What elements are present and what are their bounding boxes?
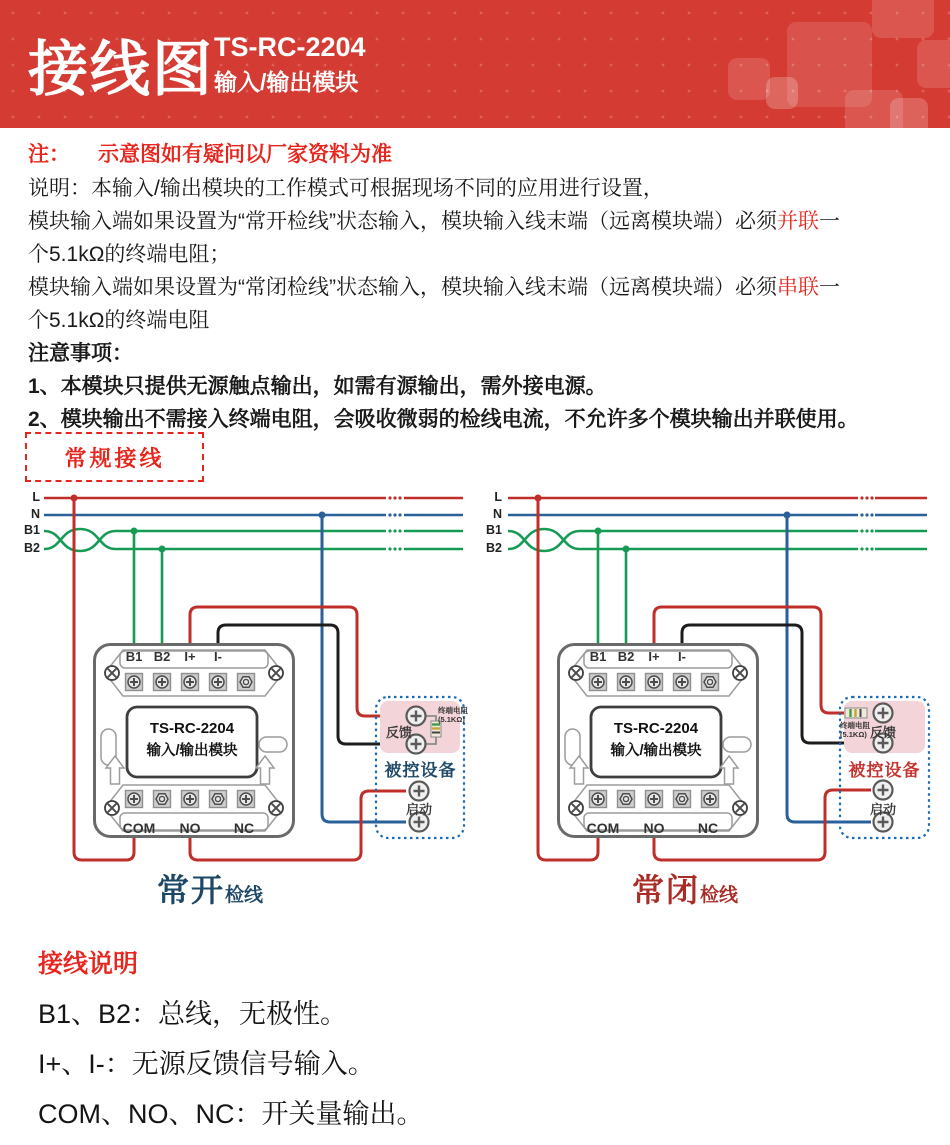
wiring-legend (38, 944, 424, 1142)
model-number: TS-RC-2204 (214, 32, 366, 62)
bus-label-B2: B2 (486, 541, 502, 555)
section-label: 常规接线 (64, 445, 165, 471)
bus-label-N: N (30, 507, 40, 521)
bus-label-B2: B2 (24, 541, 40, 555)
feedback-terminal (874, 704, 893, 723)
terminal-label-B2: B2 (617, 649, 635, 664)
desc-line: 模块输入端如果设置为“常闭检线”状态输入，模块输入线末端（远离模块端）必须串联一 (28, 276, 840, 299)
terminal-label-NO: NO (643, 820, 665, 836)
feedback-label: 反馈 (870, 725, 897, 740)
notes-title: 注意事项： (28, 342, 133, 365)
header-deco-square (917, 40, 950, 88)
terminal-label-I+: I+ (648, 649, 660, 664)
terminal-label-COM: COM (122, 820, 156, 836)
bus-label-N: N (492, 507, 502, 521)
wiring-svg (0, 480, 950, 940)
terminal-label-COM: COM (586, 820, 620, 836)
module-nameplate: TS-RC-2204 输入/输出模块 (610, 720, 702, 759)
header-deco-square (872, 0, 934, 38)
terminal-label-NC: NC (697, 820, 719, 836)
feedback-label: 反馈 (386, 725, 413, 740)
legend-line-feedback: I+、I-：无源反馈信号输入。 (38, 1049, 375, 1079)
desc-line: 个5.1kΩ的终端电阻 (28, 309, 210, 332)
description-paragraph (28, 172, 928, 436)
diagram-title-normally-open: 常开 检线 (157, 872, 264, 908)
header-deco-square (766, 77, 798, 109)
start-label: 启动 (869, 802, 897, 817)
note-item-1: 1、本模块只提供无源触点输出，如需有源输出，需外接电源。 (28, 375, 607, 398)
legend-title: 接线说明 (38, 950, 139, 978)
section-label-box (25, 432, 204, 482)
header-deco-square (890, 98, 928, 128)
terminal-label-NO: NO (179, 820, 201, 836)
start-terminal (874, 781, 893, 800)
controlled-device-label: 被控设备 (848, 761, 921, 780)
note-prefix: 注： (28, 143, 70, 166)
module-type: 输入/输出模块 (214, 69, 359, 95)
diagram-title-normally-closed: 常闭 检线 (632, 872, 739, 908)
terminal-label-B1: B1 (125, 649, 143, 664)
legend-line-output: COM、NO、NC：开关量输出。 (38, 1099, 424, 1129)
start-label: 启动 (405, 802, 433, 817)
highlight-series: 串联 (776, 276, 819, 299)
desc-line: 模块输入端如果设置为“常开检线”状态输入，模块输入线末端（远离模块端）必须并联一 (28, 210, 840, 233)
page-title: 接线图 (28, 36, 214, 103)
terminal-label-NC: NC (233, 820, 255, 836)
terminal-label-B2: B2 (153, 649, 171, 664)
terminal-label-I+: I+ (184, 649, 196, 664)
wiring-diagram (0, 480, 950, 940)
note-text: 示意图如有疑问以厂家资料为准 (98, 143, 392, 166)
header-banner (0, 0, 950, 128)
bus-label-L: L (32, 490, 40, 504)
resistor-label: 终端电阻 (5.1KΩ) (840, 721, 870, 739)
note-item-2: 2、模块输出不需接入终端电阻，会吸收微弱的检线电流，不允许多个模块输出并联使用。 (28, 408, 859, 431)
terminal-label-B1: B1 (589, 649, 607, 664)
note-line (28, 138, 392, 168)
terminal-label-I-: I- (214, 649, 222, 664)
resistor-label: 终端电阻 (5.1KΩ) (438, 706, 468, 724)
highlight-parallel: 并联 (776, 210, 819, 233)
terminal-label-I-: I- (678, 649, 686, 664)
header-deco-square (728, 58, 770, 100)
bus-label-L: L (494, 490, 502, 504)
legend-line-bus: B1、B2：总线，无极性。 (38, 999, 348, 1029)
desc-line: 说明：本输入/输出模块的工作模式可根据现场不同的应用进行设置， (28, 177, 664, 200)
desc-line: 个5.1kΩ的终端电阻； (28, 243, 231, 266)
module-nameplate: TS-RC-2204 输入/输出模块 (146, 720, 238, 759)
bus-label-B1: B1 (24, 523, 40, 537)
bus-label-B1: B1 (486, 523, 502, 537)
controlled-device-label: 被控设备 (384, 761, 457, 780)
start-terminal (410, 782, 429, 801)
